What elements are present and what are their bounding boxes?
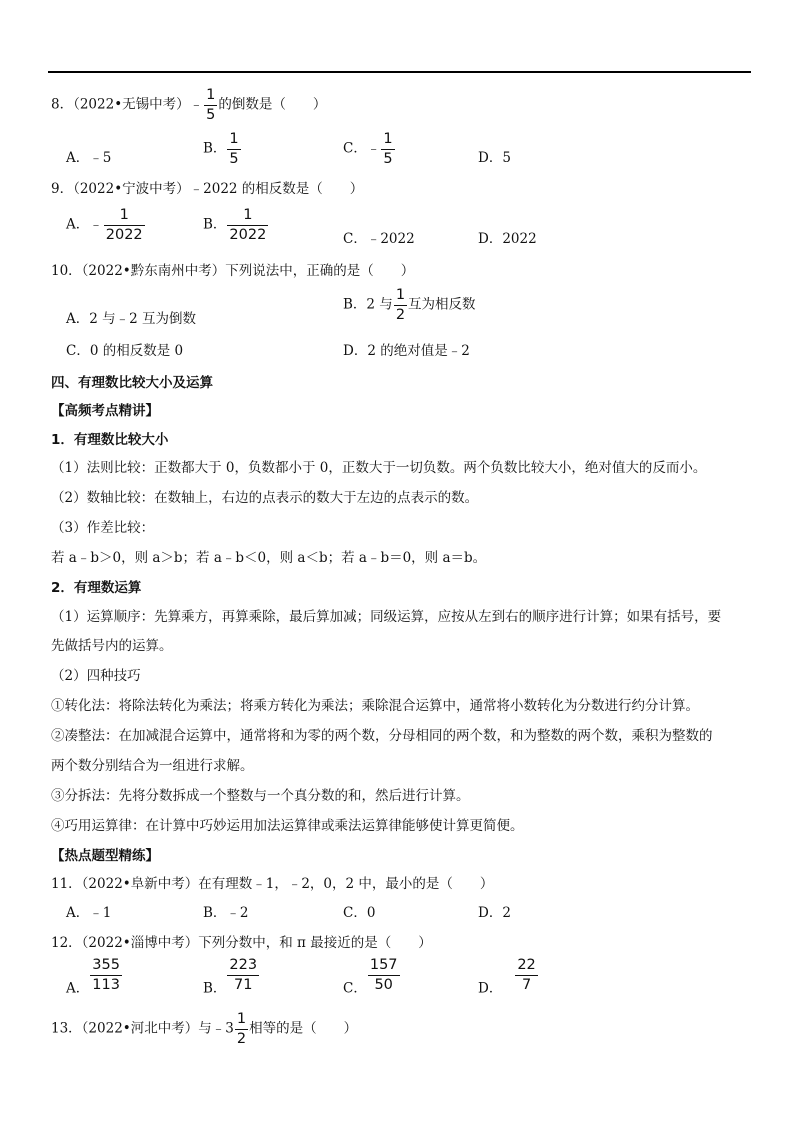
- option-a: A．﹣1: [66, 905, 112, 921]
- question-8-stem: [51, 88, 326, 122]
- question-13-text: 13．（2022•河北中考）与﹣3: [51, 1020, 234, 1037]
- option-c: C．0 的相反数是 0: [66, 343, 184, 359]
- option-a: A．﹣ $\frac{1}{2022}$: [66, 207, 143, 243]
- paragraph: ②凑整法：在加减混合运算中，通常将和为零的两个数，分母相同的两个数，和为整数的两个数，乘积为整数的: [51, 728, 713, 744]
- paragraph: （1）法则比较：正数都大于 0，负数都小于 0，正数大于一切负数。两个负数比较大小，绝对值大的反而小。: [51, 460, 707, 476]
- option-d: D．2: [478, 905, 511, 921]
- paragraph-inequality: 若 a﹣b＞0，则 a＞b；若 a﹣b＜0，则 a＜b；若 a﹣b＝0，则 a＝b。: [51, 550, 487, 566]
- question-13-text-tail: 相等的是（ ）: [249, 1020, 358, 1037]
- paragraph: ③分拆法：先将分数拆成一个整数与一个真分数的和，然后进行计算。: [51, 788, 470, 804]
- heading-1: 1．有理数比较大小: [51, 432, 169, 448]
- option-a: A． $\frac{355}{113}$: [66, 957, 120, 997]
- paragraph: ④巧用运算律：在计算中巧妙运用加法运算律或乘法运算律能够使计算更简便。: [51, 818, 524, 834]
- question-13-stem: [51, 1012, 357, 1046]
- fraction: $\frac{1}{2022}$: [229, 207, 267, 243]
- fraction: $\frac{1}{5}$: [229, 131, 239, 167]
- subsection-title: 【热点题型精练】: [51, 848, 159, 864]
- fraction: $\frac{157}{50}$: [369, 957, 398, 993]
- paragraph: （2）数轴比较：在数轴上，右边的点表示的数大于左边的点表示的数。: [51, 490, 479, 506]
- option-d: D．5: [478, 150, 511, 166]
- option-b: B． $\frac{1}{2022}$: [203, 207, 267, 243]
- paragraph: （1）运算顺序：先算乘方，再算乘除，最后算加减；同级运算，应按从左到右的顺序进行计算；如果有括号，要: [51, 609, 722, 625]
- paragraph: （3）作差比较：: [51, 520, 155, 536]
- paragraph: 两个数分别结合为一组进行求解。: [51, 758, 254, 774]
- fraction: $\frac{22}{7}$: [517, 957, 536, 993]
- option-d: D．2022: [478, 231, 537, 247]
- option-b: B． $\frac{1}{5}$: [203, 131, 239, 167]
- option-b: B． $\frac{223}{71}$: [203, 957, 258, 997]
- option-b: B．﹣2: [203, 905, 249, 921]
- header-rule: [48, 71, 751, 73]
- fraction: $\frac{1}{2022}$: [105, 207, 143, 243]
- paragraph: 先做括号内的运算。: [51, 638, 173, 654]
- paragraph: ①转化法：将除法转化为乘法；将乘方转化为乘法；乘除混合运算中，通常将小数转化为分数进行约分计算。: [51, 698, 699, 714]
- option-c: C．﹣2022: [343, 231, 415, 247]
- fraction: $\frac{1}{2}$: [395, 287, 406, 323]
- option-b: B．2 与 $\frac{1}{2}$ 互为相反数: [343, 287, 476, 323]
- subsection-title: 【高频考点精讲】: [51, 403, 159, 419]
- fraction: $\frac{1}{5}$: [206, 87, 216, 123]
- heading-2: 2．有理数运算: [51, 580, 142, 596]
- option-c: C．﹣ $\frac{1}{5}$: [343, 131, 393, 167]
- question-8-text-tail: 的倒数是（ ）: [218, 96, 327, 113]
- option-a: A．2 与﹣2 互为倒数: [66, 311, 197, 327]
- option-c: C． $\frac{157}{50}$: [343, 957, 398, 997]
- question-8-text: 8．（2022•无锡中考）﹣: [51, 96, 204, 113]
- fraction: $\frac{355}{113}$: [92, 957, 120, 993]
- option-a: A．﹣5: [66, 150, 112, 166]
- option-d: D．2 的绝对值是﹣2: [343, 343, 470, 359]
- fraction: $\frac{1}{2}$: [236, 1011, 247, 1047]
- question-9-stem: 9．（2022•宁波中考）﹣2022 的相反数是（ ）: [51, 181, 364, 197]
- option-c: C．0: [343, 905, 376, 921]
- section-title: 四、有理数比较大小及运算: [51, 375, 213, 391]
- option-d: D． $\frac{22}{7}$: [478, 957, 536, 997]
- question-12-stem: 12．（2022•淄博中考）下列分数中，和 π 最接近的是（ ）: [51, 935, 432, 951]
- fraction: $\frac{223}{71}$: [229, 957, 258, 993]
- question-11-stem: 11．（2022•阜新中考）在有理数﹣1，﹣2，0，2 中，最小的是（ ）: [51, 876, 494, 892]
- paragraph: （2）四种技巧: [51, 668, 141, 684]
- question-10-stem: 10．（2022•黔东南州中考）下列说法中，正确的是（ ）: [51, 263, 415, 279]
- fraction: $\frac{1}{5}$: [383, 131, 393, 167]
